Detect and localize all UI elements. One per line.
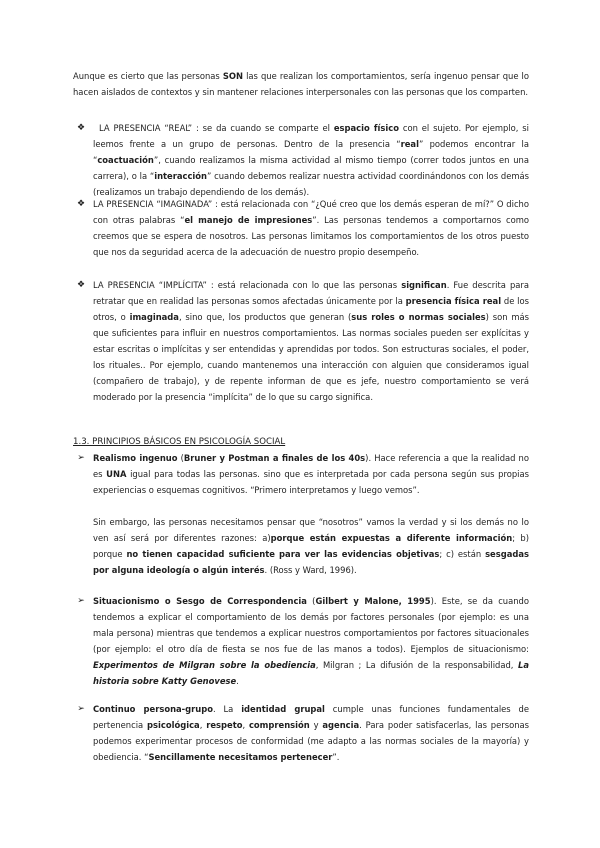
text: : está relacionada con “¿Qué creo que los demás esperan de mí?” O dicho con otras palabras “ bbox=[93, 199, 529, 225]
bold-italic-term: La historia sobre Katty Genovese bbox=[93, 660, 529, 686]
bullet-presencia-implicita bbox=[76, 277, 530, 405]
presencia-real-label: LA PRESENCIA “REAL” bbox=[99, 123, 193, 133]
section-heading: 1.3. PRINCIPIOS BÁSICOS EN PSICOLOGÍA SOCIAL bbox=[73, 437, 286, 447]
arrow-item-realismo bbox=[77, 450, 529, 498]
text: ”. Las personas tendemos a comportarnos como creemos que se espera de nosotros. Las personas limitamos los comportamientos de los otros puesto que nos da seguridad acerca de la adecuación de nuestro propio desempeño. bbox=[93, 215, 529, 257]
text: . (Ross y Ward, 1996). bbox=[264, 565, 357, 575]
bold-term: UNA bbox=[106, 469, 127, 479]
bold-term: Continuo persona-grupo bbox=[93, 704, 213, 714]
bold-term: real bbox=[400, 139, 419, 149]
text: ( bbox=[306, 596, 316, 606]
diamond-bullet-icon: ❖ bbox=[76, 199, 86, 209]
text: de los otros, o bbox=[93, 296, 529, 322]
bold-term: respeto bbox=[206, 720, 243, 730]
text: Sin embargo, las personas necesitamos pensar que “nosotros” vamos la verdad y si los demás no lo ven así será por diferentes razones: a) bbox=[93, 517, 529, 543]
bold-term: Sencillamente necesitamos pertenecer bbox=[148, 752, 333, 762]
text: ; c) están bbox=[439, 549, 486, 559]
bold-term: espacio físico bbox=[333, 123, 399, 133]
bold-term: sus roles o normas sociales bbox=[351, 312, 486, 322]
text: : está relacionada con lo que las personas bbox=[206, 280, 402, 290]
text: ). Hace referencia a que la realidad no es bbox=[93, 453, 529, 479]
bold-term: significan bbox=[401, 280, 447, 290]
text: . Fue descrita para retratar que en realidad las personas somos afectadas únicamente por la bbox=[93, 280, 529, 306]
intro-text: las que realizan los comportamientos, sería ingenuo pensar que lo hacen aislados de contextos y sin mantener relaciones interpersonales con las personas que los comparten. bbox=[73, 71, 529, 97]
bold-term: presencia física real bbox=[405, 296, 502, 306]
text: , bbox=[242, 720, 249, 730]
bold-term: agencia bbox=[322, 720, 360, 730]
text: , sino que, los productos que generan ( bbox=[178, 312, 352, 322]
intro-bold-son: SON bbox=[222, 71, 244, 81]
text: igual para todas las personas. sino que es interpretada por cada persona según sus propias experiencias o esquemas cognitivos. “Primero interpretamos y luego vemos”. bbox=[93, 469, 529, 495]
text: . bbox=[236, 676, 239, 686]
presencia-implicita-label: LA PRESENCIA “IMPLÍCITA” bbox=[93, 280, 207, 290]
arrow-bullet-icon: ➢ bbox=[77, 453, 85, 463]
text: ( bbox=[177, 453, 184, 463]
bullet-presencia-real bbox=[76, 120, 530, 200]
bold-term: psicológica bbox=[147, 720, 200, 730]
bold-term: Realismo ingenuo bbox=[93, 453, 178, 463]
bold-term: el manejo de impresiones bbox=[184, 215, 313, 225]
bold-term: Bruner y Postman a finales de los 40s bbox=[183, 453, 366, 463]
text: ; b) porque bbox=[93, 533, 530, 559]
bold-term: comprensión bbox=[248, 720, 310, 730]
text: , Milgran ; La difusión de la responsabilidad, bbox=[315, 660, 518, 670]
text: . La bbox=[213, 704, 242, 714]
bold-term: Gilbert y Malone, 1995 bbox=[315, 596, 431, 606]
text: ” podemos encontrar la “ bbox=[93, 139, 529, 165]
bold-term: imaginada bbox=[129, 312, 179, 322]
diamond-bullet-icon: ❖ bbox=[76, 280, 86, 290]
text: cumple unas funciones fundamentales de pertenencia bbox=[93, 704, 530, 730]
arrow-bullet-icon: ➢ bbox=[77, 704, 85, 714]
arrow-bullet-icon: ➢ bbox=[77, 596, 85, 606]
bold-term: sesgadas por alguna ideología o algún interés bbox=[93, 549, 529, 575]
presencia-imaginada-label: LA PRESENCIA “IMAGINADA” bbox=[93, 199, 213, 209]
text: ). Este, se da cuando tendemos a explicar el comportamiento de los demás por factores personales (por ejemplo: es una mala persona) mientras que tendemos a explicar nuestros comportamientos por factores situacionales (por ejemplo: el otro día de fiesta se nos fue de las manos a todos). Ejemplos de situacionismo: bbox=[93, 596, 529, 654]
text: ”, cuando realizamos la misma actividad al mismo tiempo (correr todos juntos en una carrera), o la “ bbox=[93, 155, 529, 181]
text: , bbox=[199, 720, 207, 730]
text: : se da cuando se comparte el bbox=[192, 123, 334, 133]
diamond-bullet-icon: ❖ bbox=[76, 123, 86, 133]
bold-term: no tienen capacidad suficiente para ver las evidencias objetivas bbox=[126, 549, 440, 559]
arrow-item-continuo bbox=[77, 701, 530, 765]
text: con el sujeto. Por ejemplo, si leemos frente a un grupo de personas. Dentro de la presencia “ bbox=[93, 123, 529, 149]
bold-term: identidad grupal bbox=[241, 704, 325, 714]
text: . Para poder satisfacerlas, las personas podemos experimentar procesos de conformidad (me adapto a las normas sociales de la mayoría) y obediencia. “ bbox=[93, 720, 530, 762]
text: ”. bbox=[332, 752, 340, 762]
text: ) son más que suficientes para influir en nuestros comportamientos. Las normas sociales pueden ser explícitas y estar escritas o implícitas y ser entendidas y aprendidas por todos. Son estructuras sociales, el poder, los rituales.. Por ejemplo, cuando mantenemos una interacción con alguien que consideramos igual (compañero de trabajo), y de repente informan de que es jefe, nuestro comportamiento se verá moderado por la presencia “implícita” de lo que su cargo significa. bbox=[93, 312, 530, 402]
bold-term: porque están expuestas a diferente información bbox=[270, 533, 513, 543]
intro-text: Aunque es cierto que las personas bbox=[73, 71, 223, 81]
intro-paragraph bbox=[73, 68, 529, 100]
bullet-presencia-imaginada bbox=[76, 196, 529, 260]
bold-italic-term: Experimentos de Milgran sobre la obediencia bbox=[93, 660, 316, 670]
text: ” cuando debemos realizar nuestra actividad coordinándonos con los demás (realizamos un trabajo dependiendo de los demás). bbox=[93, 171, 530, 197]
bold-term: interacción bbox=[154, 171, 208, 181]
bold-term: coactuación bbox=[97, 155, 154, 165]
bold-term: Situacionismo o Sesgo de Correspondencia bbox=[93, 596, 307, 606]
arrow-item-situacionismo bbox=[77, 593, 529, 689]
realismo-paragraph-2 bbox=[93, 514, 529, 578]
text: y bbox=[309, 720, 323, 730]
